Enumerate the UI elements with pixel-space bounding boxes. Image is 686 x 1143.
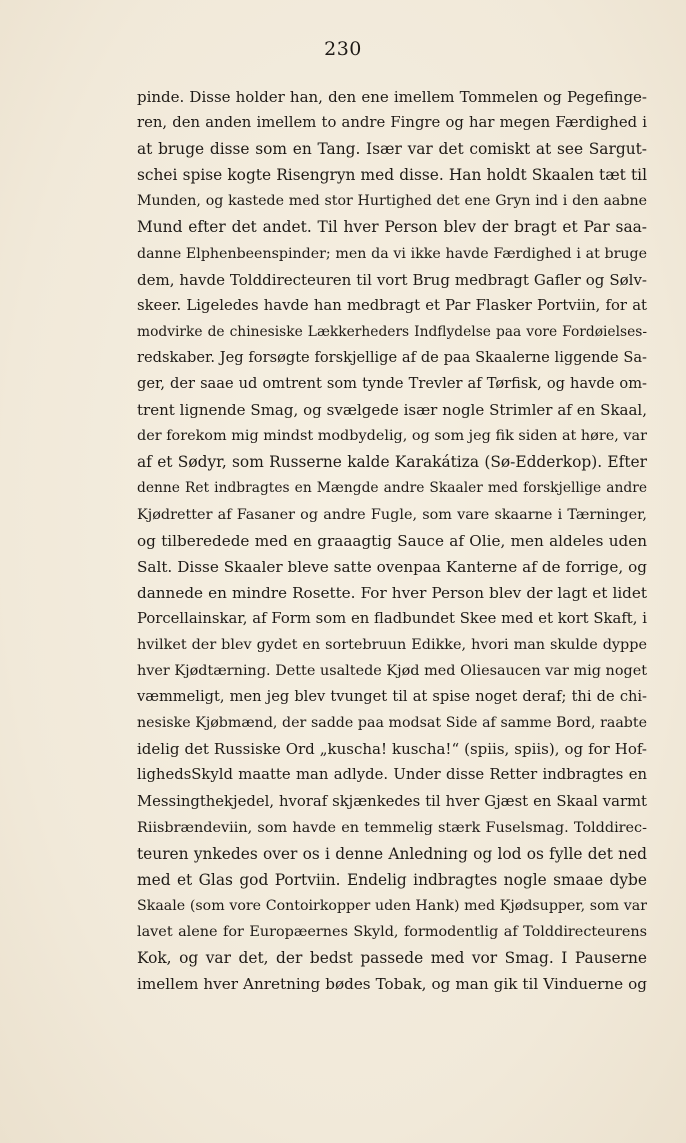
text-line: af et Sødyr, som Russerne kalde Karakátiza (Sø-Edderkop). Efter: [137, 453, 647, 472]
text-line: og tilberedede med en graaagtig Sauce af Olie, men aldeles uden: [137, 531, 647, 550]
text-line: danne Elphenbeenspinder; men da vi ikke havde Færdighed i at bruge: [137, 245, 647, 262]
text-line: Messingthekjedel, hvoraf skjænkedes til hver Gjæst en Skaal varmt: [137, 792, 647, 810]
text-line: redskaber. Jeg forsøgte forskjellige af de paa Skaalerne liggende Sa-: [137, 348, 647, 366]
text-line: pinde. Disse holder han, den ene imellem Tommelen og Pegefinge-: [137, 88, 647, 106]
text-line: væmmeligt, men jeg blev tvunget til at spise noget deraf; thi de chi-: [137, 688, 647, 706]
text-line: nesiske Kjøbmænd, der sadde paa modsat Side af samme Bord, raabte: [137, 715, 647, 732]
text-line: ger, der saae ud omtrent som tynde Trevler af Tørfisk, og havde om-: [137, 375, 647, 393]
text-line: lighedsSkyld maatte man adlyde. Under disse Retter indbragtes en: [137, 766, 647, 784]
text-line: schei spise kogte Risengryn med disse. Han holdt Skaalen tæt til: [137, 166, 647, 185]
text-line: Kok, og var det, der bedst passede med vor Smag. I Pauserne: [137, 949, 647, 968]
text-line: med et Glas god Portviin. Endelig indbragtes nogle smaae dybe: [137, 870, 647, 889]
text-line: Salt. Disse Skaaler bleve satte ovenpaa Kanterne af de forrige, og: [137, 557, 647, 576]
text-line: Mund efter det andet. Til hver Person blev der bragt et Par saa-: [137, 218, 647, 237]
body-text: [137, 84, 647, 997]
text-line: imellem hver Anretning bødes Tobak, og man gik til Vinduerne og: [137, 975, 647, 994]
text-line: denne Ret indbragtes en Mængde andre Skaaler med forskjellige andre: [137, 480, 647, 497]
text-line: teuren ynkedes over os i denne Anledning og lod os fylle det ned: [137, 844, 647, 863]
page-number: 230: [324, 38, 362, 60]
text-line: trent lignende Smag, og svælgede især nogle Strimler af en Skaal,: [137, 401, 647, 420]
text-line: Munden, og kastede med stor Hurtighed det ene Gryn ind i den aabne: [137, 193, 647, 210]
text-line: hver Kjødtærning. Dette usaltede Kjød med Oliesaucen var mig noget: [137, 663, 647, 680]
text-line: modvirke de chinesiske Lækkerheders Indflydelse paa vore Fordøielses-: [137, 323, 647, 340]
text-line: at bruge disse som en Tang. Især var det comiskt at see Sargut-: [137, 140, 647, 159]
text-line: der forekom mig mindst modbydelig, og som jeg fik siden at høre, var: [137, 428, 647, 445]
text-line: dannede en mindre Rosette. For hver Person blev der lagt et lidet: [137, 583, 647, 602]
text-line: skeer. Ligeledes havde han medbragt et Par Flasker Portviin, for at: [137, 296, 647, 314]
text-line: ren, den anden imellem to andre Fingre og har megen Færdighed i: [137, 114, 647, 132]
text-line: hvilket der blev gydet en sortebruun Edikke, hvori man skulde dyppe: [137, 636, 647, 653]
text-line: dem, havde Tolddirecteuren til vort Brug medbragt Gafler og Sølv-: [137, 270, 647, 289]
text-line: Porcellainskar, af Form som en fladbundet Skee med et kort Skaft, i: [137, 609, 647, 627]
text-line: Skaale (som vore Contoirkopper uden Hank) med Kjødsupper, som var: [137, 897, 647, 914]
text-line: Riisbrændeviin, som havde en temmelig stærk Fuselsmag. Tolddirec-: [137, 819, 647, 836]
text-line: idelig det Russiske Ord „kuscha! kuscha!“ (spiis, spiis), og for Hof-: [137, 740, 647, 759]
text-line: lavet alene for Europæernes Skyld, formodentlig af Tolddirecteurens: [137, 924, 647, 940]
text-line: Kjødretter af Fasaner og andre Fugle, som vare skaarne i Tærninger,: [137, 506, 647, 523]
